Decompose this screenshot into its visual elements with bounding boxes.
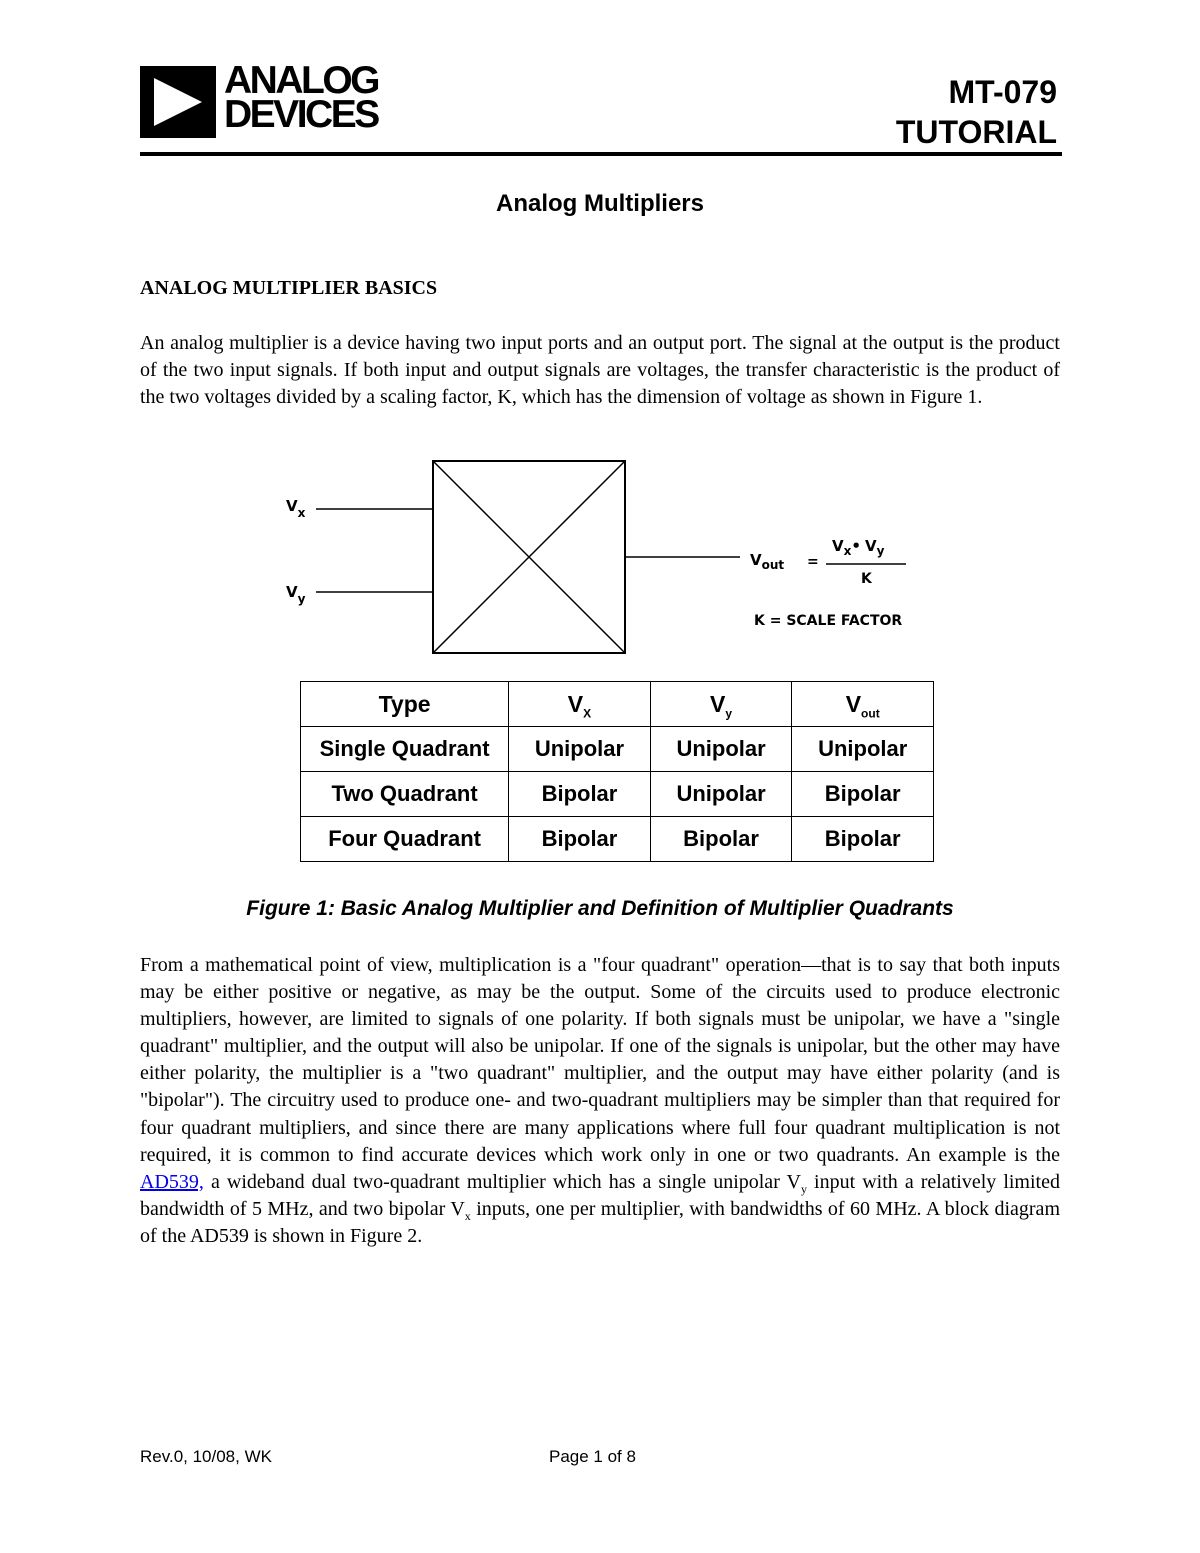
- logo-line-1: ANALOG: [224, 59, 378, 102]
- para2-sub-y: y: [800, 1181, 807, 1196]
- multiplier-diagram: [280, 455, 920, 665]
- table-row: [301, 817, 934, 862]
- table-cell: Bipolar: [792, 772, 934, 817]
- analog-devices-logo: [140, 59, 410, 138]
- table-cell: Four Quadrant: [301, 817, 509, 862]
- footer-page-number: Page 1 of 8: [549, 1447, 636, 1466]
- table-header-row: [301, 682, 934, 727]
- logo-wordmark: [224, 59, 378, 136]
- table-cell: Unipolar: [650, 772, 792, 817]
- logo-line-2: DEVICES: [224, 93, 378, 136]
- table-cell: Unipolar: [509, 727, 651, 772]
- section-heading: ANALOG MULTIPLIER BASICS: [140, 277, 438, 299]
- table-row: [301, 772, 934, 817]
- doc-number: MT-079: [948, 74, 1057, 110]
- vout-label: $V_{out}$: [750, 551, 785, 572]
- intro-paragraph: An analog multiplier is a device having two input ports and an output port. The signal at the output is the product of the two input signals. If both input and output signals are voltages, the transfer characteristic is the product of the two voltages divided by a scaling factor, K, which has the dimension of voltage as shown in Figure 1.: [140, 332, 1060, 408]
- footer-revision: Rev.0, 10/08, WK: [140, 1447, 272, 1466]
- table-cell: Bipolar: [509, 817, 651, 862]
- header-vy: $V_y$: [650, 682, 792, 727]
- para2-text-4: inputs, one per multiplier, with bandwidths of 60 MHz. A block diagram of the AD539 is shown in Figure 2.: [140, 1197, 1060, 1247]
- ad539-link[interactable]: AD539,: [140, 1170, 204, 1193]
- vy-label: $V_y$: [286, 583, 306, 606]
- para2-text-3: input with a relatively limited bandwidth of 5 MHz, and two bipolar V: [140, 1170, 1060, 1220]
- table-cell: Bipolar: [650, 817, 792, 862]
- numerator-label: $V_x•$ $V_y$: [832, 537, 885, 558]
- para2-sub-x: x: [464, 1208, 471, 1223]
- scale-factor-note: K = SCALE FACTOR: [754, 613, 903, 629]
- quadrant-table: [300, 681, 934, 862]
- doc-type: TUTORIAL: [895, 114, 1057, 150]
- table-cell: Single Quadrant: [301, 727, 509, 772]
- triangle-logo-icon: [140, 66, 216, 138]
- page-title: Analog Multipliers: [495, 190, 704, 217]
- table-cell: Bipolar: [792, 817, 934, 862]
- denominator-label: K: [861, 571, 872, 587]
- header-type: Type: [301, 682, 509, 727]
- table-cell: Unipolar: [650, 727, 792, 772]
- document-id: [896, 72, 1057, 152]
- para2-text-2: a wideband dual two-quadrant multiplier which has a single unipolar V: [203, 1170, 801, 1193]
- header-divider: [140, 152, 1062, 156]
- vx-label: $V_x$: [286, 497, 306, 520]
- multiplier-block-svg: [280, 455, 920, 665]
- table-cell: Bipolar: [509, 772, 651, 817]
- para2-text-1: From a mathematical point of view, multiplication is a "four quadrant" operation—that is to say that both inputs may be either positive or negative, as may be the output. Some of the circuits used to produce electronic multipliers, however, are limited to signals of one polarity. If both signals must be unipolar, we have a "single quadrant" multiplier, and the output will also be unipolar. If one of the signals is unipolar, but the other may have either polarity, the multiplier is a "two quadrant" multiplier, and the output may have either polarity (and is "bipolar"). The circuitry used to produce one- and two-quadrant multipliers may be simpler than that required for four quadrant multipliers, and since there are many applications where full four quadrant multiplication is not required, it is common to find accurate devices which work only in one or two quadrants. An example is the: [140, 954, 1060, 1166]
- table-cell: Two Quadrant: [301, 772, 509, 817]
- header-vx: $V_X$: [509, 682, 651, 727]
- table-row: [301, 727, 934, 772]
- body-paragraph: [140, 952, 1060, 1250]
- table-cell: Unipolar: [792, 727, 934, 772]
- equals-sign: =: [807, 554, 819, 570]
- header-vout: $V_{out}$: [792, 682, 934, 727]
- figure-caption: Figure 1: Basic Analog Multiplier and Definition of Multiplier Quadrants: [246, 897, 954, 920]
